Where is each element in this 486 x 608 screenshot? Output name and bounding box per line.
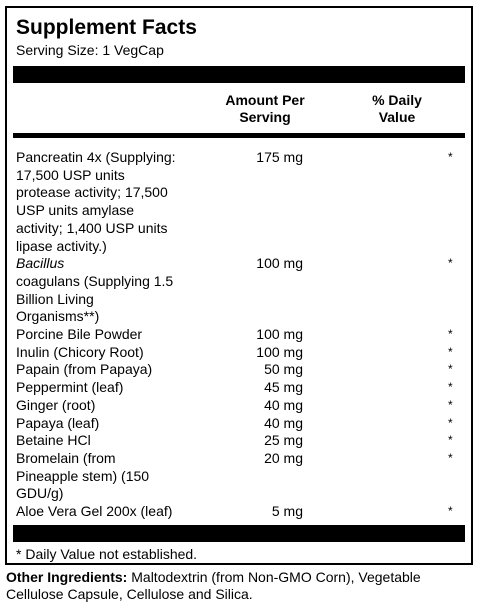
ingredient-amount: 40 mg xyxy=(264,396,303,413)
table-row xyxy=(16,255,456,326)
dv-header-line-1: % Daily xyxy=(372,92,422,108)
other-ingredients xyxy=(6,569,476,603)
ingredient-amount: 100 mg xyxy=(256,343,303,360)
table-row xyxy=(16,379,456,397)
table-row xyxy=(16,361,456,379)
other-ingredients-text: Maltodextrin (from Non-GMO Corn), Vegetable Cellulose Capsule, Cellulose and Silica. xyxy=(6,569,421,602)
table-row xyxy=(16,432,456,450)
ingredient-name-line: Aloe Vera Gel 200x (leaf) xyxy=(16,503,173,520)
amount-per-serving-header xyxy=(200,92,330,126)
table-row xyxy=(16,415,456,433)
ingredient-daily-value: * xyxy=(448,344,453,359)
ingredient-daily-value: * xyxy=(448,327,453,342)
ingredient-name-line: Bacillus xyxy=(16,255,65,272)
other-ingredients-label: Other Ingredients: xyxy=(6,569,128,585)
daily-value-footnote: * Daily Value not established. xyxy=(16,546,198,562)
ingredient-name-line: Pancreatin 4x (Supplying: xyxy=(16,149,176,165)
ingredient-name-line: Organisms**) xyxy=(16,308,100,325)
ingredient-name-line: Bromelain (from xyxy=(16,449,116,466)
ingredient-name-line: activity; 1,400 USP units xyxy=(16,219,168,236)
ingredient-amount: 100 mg xyxy=(256,255,303,272)
ingredient-name-line: Porcine Bile Powder xyxy=(16,326,143,343)
ingredient-daily-value: * xyxy=(448,256,453,271)
ingredient-daily-value: * xyxy=(448,380,453,395)
ingredient-name-line: 17,500 USP units xyxy=(16,166,125,183)
panel-title: Supplement Facts xyxy=(16,16,197,39)
ingredient-name-line: Papain (from Papaya) xyxy=(16,361,153,378)
amount-header-line-2: Serving xyxy=(239,109,291,125)
ingredient-name-line: Billion Living xyxy=(16,290,94,307)
ingredient-name-line: Peppermint (leaf) xyxy=(16,379,124,396)
ingredient-daily-value: * xyxy=(448,397,453,412)
table-row xyxy=(16,450,456,503)
ingredient-daily-value: * xyxy=(448,362,453,377)
ingredient-daily-value: * xyxy=(448,450,453,465)
daily-value-header xyxy=(342,92,452,126)
ingredient-name-line: USP units amylase xyxy=(16,202,135,219)
serving-size: Serving Size: 1 VegCap xyxy=(16,42,164,58)
ingredient-name-line: Papaya (leaf) xyxy=(16,414,100,431)
ingredient-daily-value: * xyxy=(448,504,453,519)
header-divider-bar xyxy=(13,133,465,138)
ingredient-amount: 5 mg xyxy=(271,503,303,520)
ingredient-amount: 175 mg xyxy=(256,149,303,165)
ingredient-amount: 45 mg xyxy=(264,379,303,396)
table-row xyxy=(16,503,456,521)
table-row xyxy=(16,326,456,344)
ingredient-amount: 25 mg xyxy=(264,432,303,449)
ingredient-amount: 40 mg xyxy=(264,414,303,431)
ingredient-daily-value: * xyxy=(448,150,453,164)
ingredient-list xyxy=(16,149,456,521)
ingredient-amount: 100 mg xyxy=(256,326,303,343)
table-row xyxy=(16,397,456,415)
ingredient-name-line: lipase activity.) xyxy=(16,237,107,254)
ingredient-name-line: Pineapple stem) (150 xyxy=(16,467,150,484)
ingredient-amount: 50 mg xyxy=(264,361,303,378)
dv-header-line-2: Value xyxy=(378,109,416,125)
ingredient-name-line: Betaine HCl xyxy=(16,432,91,449)
ingredient-name-line: coagulans (Supplying 1.5 xyxy=(16,272,174,289)
supplement-facts-panel xyxy=(5,6,473,565)
amount-header-line-1: Amount Per xyxy=(225,92,305,108)
ingredient-name-line: Ginger (root) xyxy=(16,396,96,413)
table-row xyxy=(16,344,456,362)
ingredient-name-line: GDU/g) xyxy=(16,485,64,502)
ingredient-amount: 20 mg xyxy=(264,449,303,466)
ingredient-name-line: protease activity; 17,500 xyxy=(16,184,168,201)
table-row xyxy=(16,149,456,255)
top-divider-bar xyxy=(13,66,465,83)
ingredient-name-line: Inulin (Chicory Root) xyxy=(16,343,144,360)
ingredient-daily-value: * xyxy=(448,415,453,430)
ingredient-daily-value: * xyxy=(448,433,453,448)
bottom-divider-bar xyxy=(13,525,465,542)
